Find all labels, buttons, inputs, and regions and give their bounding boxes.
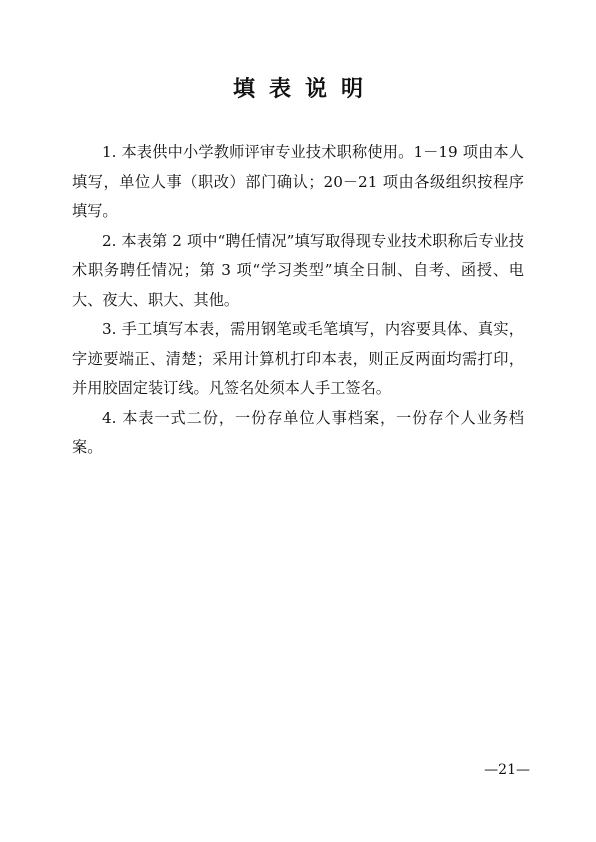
page-number: —21—	[484, 762, 530, 778]
instruction-paragraph-4: 4. 本表一式二份，一份存单位人事档案，一份存个人业务档案。	[72, 408, 524, 456]
instructions-body	[72, 138, 524, 463]
instruction-paragraph-2: 2. 本表第 2 项中“聘任情况”填写取得现专业技术职称后专业技术职务聘任情况；第 3 项“学习类型”填全日制、自考、函授、电大、夜大、职大、其他。	[72, 231, 524, 309]
instruction-paragraph-3: 3. 手工填写本表，需用钢笔或毛笔填写，内容要具体、真实，字迹要端正、清楚；采用计算机打印本表，则正反两面均需打印，并用胶固定装订线。凡签名处须本人手工签名。	[72, 320, 524, 397]
instruction-paragraph-1: 1. 本表供中小学教师评审专业技术职称使用。1－19 项由本人填写，单位人事（职改）部门确认；20－21 项由各级组织按程序填写。	[72, 143, 524, 220]
page-title: 填表说明	[232, 76, 377, 102]
